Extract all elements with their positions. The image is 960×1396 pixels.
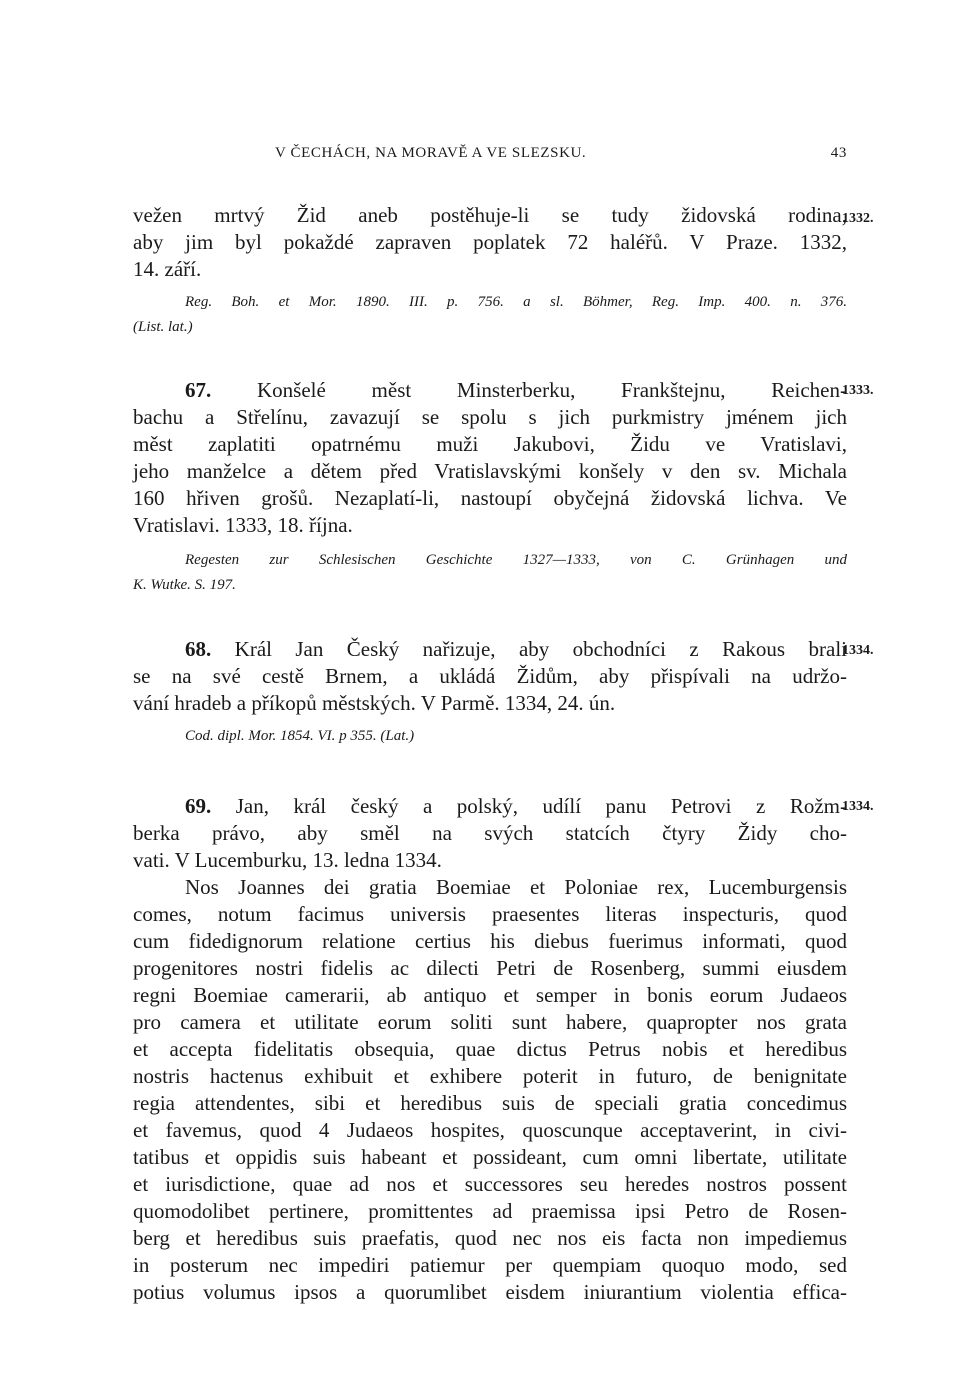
latin-text-line: in posterum nec impediri patiemur per quempiam quoquo modo, sed (133, 1253, 847, 1277)
latin-charter-text (133, 874, 847, 1306)
latin-text-line: cum fidedignorum relatione certius his diebus fuerimus informati, quod (133, 929, 847, 953)
entry-68-text (133, 636, 847, 717)
source-line: Reg. Boh. et Mor. 1890. III. p. 756. a sl. Böhmer, Reg. Imp. 400. n. 376. (185, 294, 847, 310)
running-title: V ČECHÁCH, NA MORAVĚ A VE SLEZSKU. (275, 145, 587, 161)
text-line: 14. září. (133, 257, 202, 281)
latin-text-line: potius volumus ipsos a quorumlibet eisdem iniurantium violentia effica- (133, 1280, 847, 1304)
source-line: Regesten zur Schlesischen Geschichte 1327—1333, von C. Grünhagen und (185, 552, 847, 568)
entry-heading-text: Konšelé měst Minsterberku, Frankštejnu, Reichen- (256, 378, 847, 402)
text-line: 160 hřiven grošů. Nezaplatí-li, nastoupí obyčejná židovská lichva. Ve (133, 486, 847, 510)
latin-text-line: tatibus et oppidis suis habeant et possideant, cum omni libertate, utilitate (133, 1145, 847, 1169)
entry-69-text (133, 793, 847, 874)
text-line: berka právo, aby směl na svých statcích čtyry Židy cho- (133, 821, 847, 845)
text-line: vati. V Lucemburku, 13. ledna 1334. (133, 848, 442, 872)
source-line: K. Wutke. S. 197. (133, 577, 236, 593)
latin-text-line: et favemus, quod 4 Judaeos hospites, quoscunque acceptaverint, in civi- (133, 1118, 847, 1142)
margin-year: 1334. (842, 643, 874, 658)
text-line (133, 793, 847, 820)
latin-text-line: et accepta fidelitatis obsequia, quae dictus Petrus nobis et heredibus (133, 1037, 847, 1061)
entry-number: 69. (185, 794, 212, 818)
latin-text-line: regni Boemiae camerarii, ab antiquo et semper in bonis eorum Judaeos (133, 983, 847, 1007)
text-line: vežen mrtvý Žid aneb postěhuje-li se tudy židovská rodina, (133, 203, 847, 227)
entry-66-source (133, 290, 847, 340)
entry-67-source (133, 548, 847, 598)
text-line: měst zaplatiti opatrnému muži Jakubovi, Židu ve Vratislavi, (133, 432, 847, 456)
latin-text-line: nostris hactenus exhibuit et exhibere poterit in futuro, de benignitate (133, 1064, 847, 1088)
entry-66-text (133, 202, 847, 283)
latin-text-line: pro camera et utilitate eorum soliti sunt habere, quapropter nos grata (133, 1010, 847, 1034)
latin-text-line: comes, notum facimus universis praesentes literas inspecturis, quod (133, 902, 847, 926)
page-number: 43 (830, 145, 847, 161)
text-line: jeho manželce a dětem před Vratislavskými konšely v den sv. Michala (133, 459, 847, 483)
entry-heading-text: Král Jan Český nařizuje, aby obchodníci z Rakous brali (234, 637, 847, 661)
margin-year: 1334. (842, 799, 874, 814)
text-line: aby jim byl pokaždé zapraven poplatek 72 haléřů. V Praze. 1332, (133, 230, 847, 254)
margin-year: 1333. (842, 383, 874, 398)
entry-number: 68. (185, 637, 212, 661)
latin-text-line: regia attendentes, sibi et heredibus suis de speciali gratia concedimus (133, 1091, 847, 1115)
text-line (133, 377, 847, 404)
entry-heading-text: Jan, král český a polský, udílí panu Petrovi z Rožm- (235, 794, 847, 818)
entry-67-text (133, 377, 847, 539)
text-line (133, 636, 847, 663)
entry-number: 67. (185, 378, 212, 402)
source-line: (List. lat.) (133, 319, 193, 335)
latin-text-line: Nos Joannes dei gratia Boemiae et Poloniae rex, Lucemburgensis (185, 875, 847, 899)
margin-year: 1332. (842, 211, 874, 226)
latin-text-line: progenitores nostri fidelis ac dilecti Petri de Rosenberg, summi eiusdem (133, 956, 847, 980)
text-line: Vratislavi. 1333, 18. října. (133, 513, 353, 537)
text-line: bachu a Střelínu, zavazují se spolu s jich purkmistry jménem jich (133, 405, 847, 429)
text-line: se na své cestě Brnem, a ukládá Židům, aby přispívali na udržo- (133, 664, 847, 688)
latin-text-line: quomodolibet pertinere, promittentes ad praemissa ipsi Petro de Rosen- (133, 1199, 847, 1223)
latin-text-line: berg et heredibus suis praefatis, quod nec nos eis facta non impediemus (133, 1226, 847, 1250)
latin-text-line: et iurisdictione, quae ad nos et successores seu heredes nostros possent (133, 1172, 847, 1196)
source-line: Cod. dipl. Mor. 1854. VI. p 355. (Lat.) (185, 728, 415, 744)
text-line: vání hradeb a příkopů městských. V Parmě. 1334, 24. ún. (133, 691, 616, 715)
entry-68-source (133, 724, 847, 749)
